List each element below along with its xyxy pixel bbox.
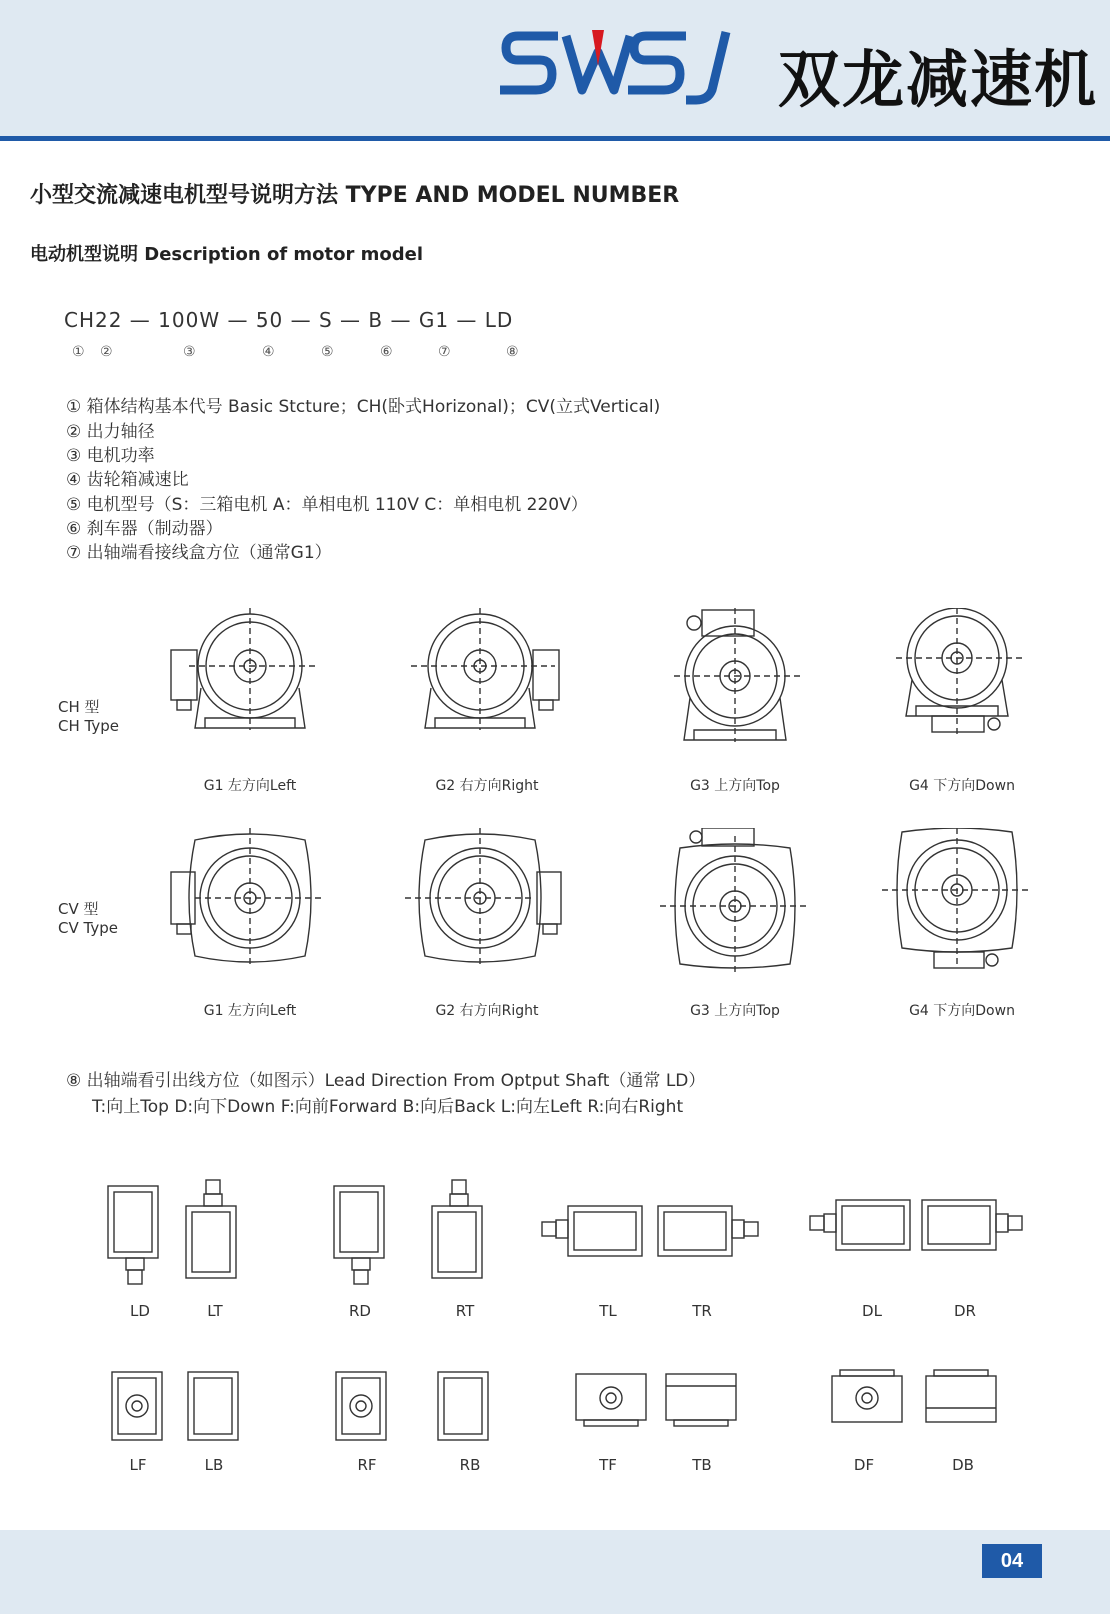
box-rt-drawing: [430, 1178, 486, 1286]
ch-g3-caption: G3 上方向Top: [690, 778, 780, 794]
cv-g1-motor-drawing: [165, 828, 335, 978]
cv-g4-caption: G4 下方向Down: [909, 1003, 1015, 1019]
description-item: ⑦ 出轴端看接线盒方位（通常G1）: [66, 543, 332, 563]
box-tr-drawing: [656, 1204, 762, 1262]
cv-g2-caption: G2 右方向Right: [435, 1003, 539, 1019]
brand-name: 双龙减速机: [778, 43, 1099, 116]
model-code-example: CH22 — 100W — 50 — S — B — G1 — LD: [64, 308, 514, 332]
model-index-2: ②: [100, 344, 113, 360]
page-footer: [0, 1530, 1110, 1614]
ch-g1-motor-drawing: [165, 608, 335, 758]
description-item: ④ 齿轮箱减速比: [66, 470, 189, 490]
box-caption: RF: [357, 1456, 377, 1474]
box-dr-drawing: [920, 1198, 1026, 1256]
model-index-1: ①: [72, 344, 85, 360]
lead-direction-title: ⑧ 出轴端看引出线方位（如图示）Lead Direction From Optput Shaft（通常 LD）: [66, 1071, 706, 1091]
model-index-8: ⑧: [506, 344, 519, 360]
lead-direction-legend: T:向上Top D:向下Down F:向前Forward B:向后Back L:向左Left R:向右Right: [92, 1097, 684, 1117]
box-lf-drawing: [110, 1370, 166, 1442]
cv-g3-caption: G3 上方向Top: [690, 1003, 780, 1019]
model-index-7: ⑦: [438, 344, 451, 360]
box-tf-drawing: [574, 1372, 650, 1430]
box-rf-drawing: [334, 1370, 390, 1442]
box-caption: LB: [204, 1456, 224, 1474]
ch-g4-caption: G4 下方向Down: [909, 778, 1015, 794]
ch-type-label: CH 型 CH Type: [58, 698, 119, 735]
box-rb-drawing: [436, 1370, 492, 1442]
model-index-5: ⑤: [321, 344, 334, 360]
box-lt-drawing: [184, 1178, 240, 1286]
header-divider: [0, 136, 1110, 141]
box-caption: TL: [599, 1302, 617, 1320]
box-caption: DF: [853, 1456, 875, 1474]
box-caption: DB: [952, 1456, 974, 1474]
ch-g2-motor-drawing: [405, 608, 575, 758]
page-title: 小型交流减速电机型号说明方法 TYPE AND MODEL NUMBER: [30, 183, 680, 208]
ch-g4-motor-drawing: [872, 608, 1042, 758]
box-caption: LT: [207, 1302, 223, 1320]
cv-g3-motor-drawing: [650, 828, 820, 978]
section-subtitle: 电动机型说明 Description of motor model: [30, 244, 424, 265]
cv-type-label: CV 型 CV Type: [58, 900, 118, 937]
box-caption: TB: [692, 1456, 712, 1474]
cv-g1-caption: G1 左方向Left: [203, 1003, 297, 1019]
box-tl-drawing: [540, 1204, 646, 1262]
box-caption: RT: [455, 1302, 475, 1320]
box-rd-drawing: [332, 1182, 388, 1290]
box-tb-drawing: [664, 1372, 740, 1430]
description-item: ⑤ 电机型号（S：三箱电机 A：单相电机 110V C：单相电机 220V）: [66, 495, 588, 515]
box-caption: DR: [954, 1302, 976, 1320]
cv-g4-motor-drawing: [872, 828, 1042, 978]
model-index-4: ④: [262, 344, 275, 360]
box-caption: LD: [130, 1302, 150, 1320]
box-lb-drawing: [186, 1370, 242, 1442]
brand-logo-icon: [500, 26, 750, 108]
box-dl-drawing: [808, 1198, 914, 1256]
cv-g2-motor-drawing: [405, 828, 575, 978]
box-df-drawing: [830, 1368, 906, 1426]
description-item: ① 箱体结构基本代号 Basic Stcture；CH(卧式Horizonal)；CV(立式Vertical): [66, 397, 661, 417]
ch-g1-caption: G1 左方向Left: [203, 778, 297, 794]
box-caption: LF: [129, 1456, 147, 1474]
box-caption: RD: [349, 1302, 371, 1320]
box-ld-drawing: [106, 1182, 162, 1290]
description-item: ⑥ 刹车器（制动器）: [66, 519, 223, 539]
description-item: ③ 电机功率: [66, 446, 155, 466]
box-caption: DL: [862, 1302, 882, 1320]
box-caption: TR: [692, 1302, 712, 1320]
box-caption: RB: [459, 1456, 481, 1474]
ch-g2-caption: G2 右方向Right: [435, 778, 539, 794]
model-index-6: ⑥: [380, 344, 393, 360]
box-caption: TF: [599, 1456, 617, 1474]
model-index-3: ③: [183, 344, 196, 360]
ch-g3-motor-drawing: [650, 608, 820, 758]
box-db-drawing: [924, 1368, 1000, 1426]
page-number: 04: [982, 1544, 1042, 1578]
description-item: ② 出力轴径: [66, 422, 155, 442]
